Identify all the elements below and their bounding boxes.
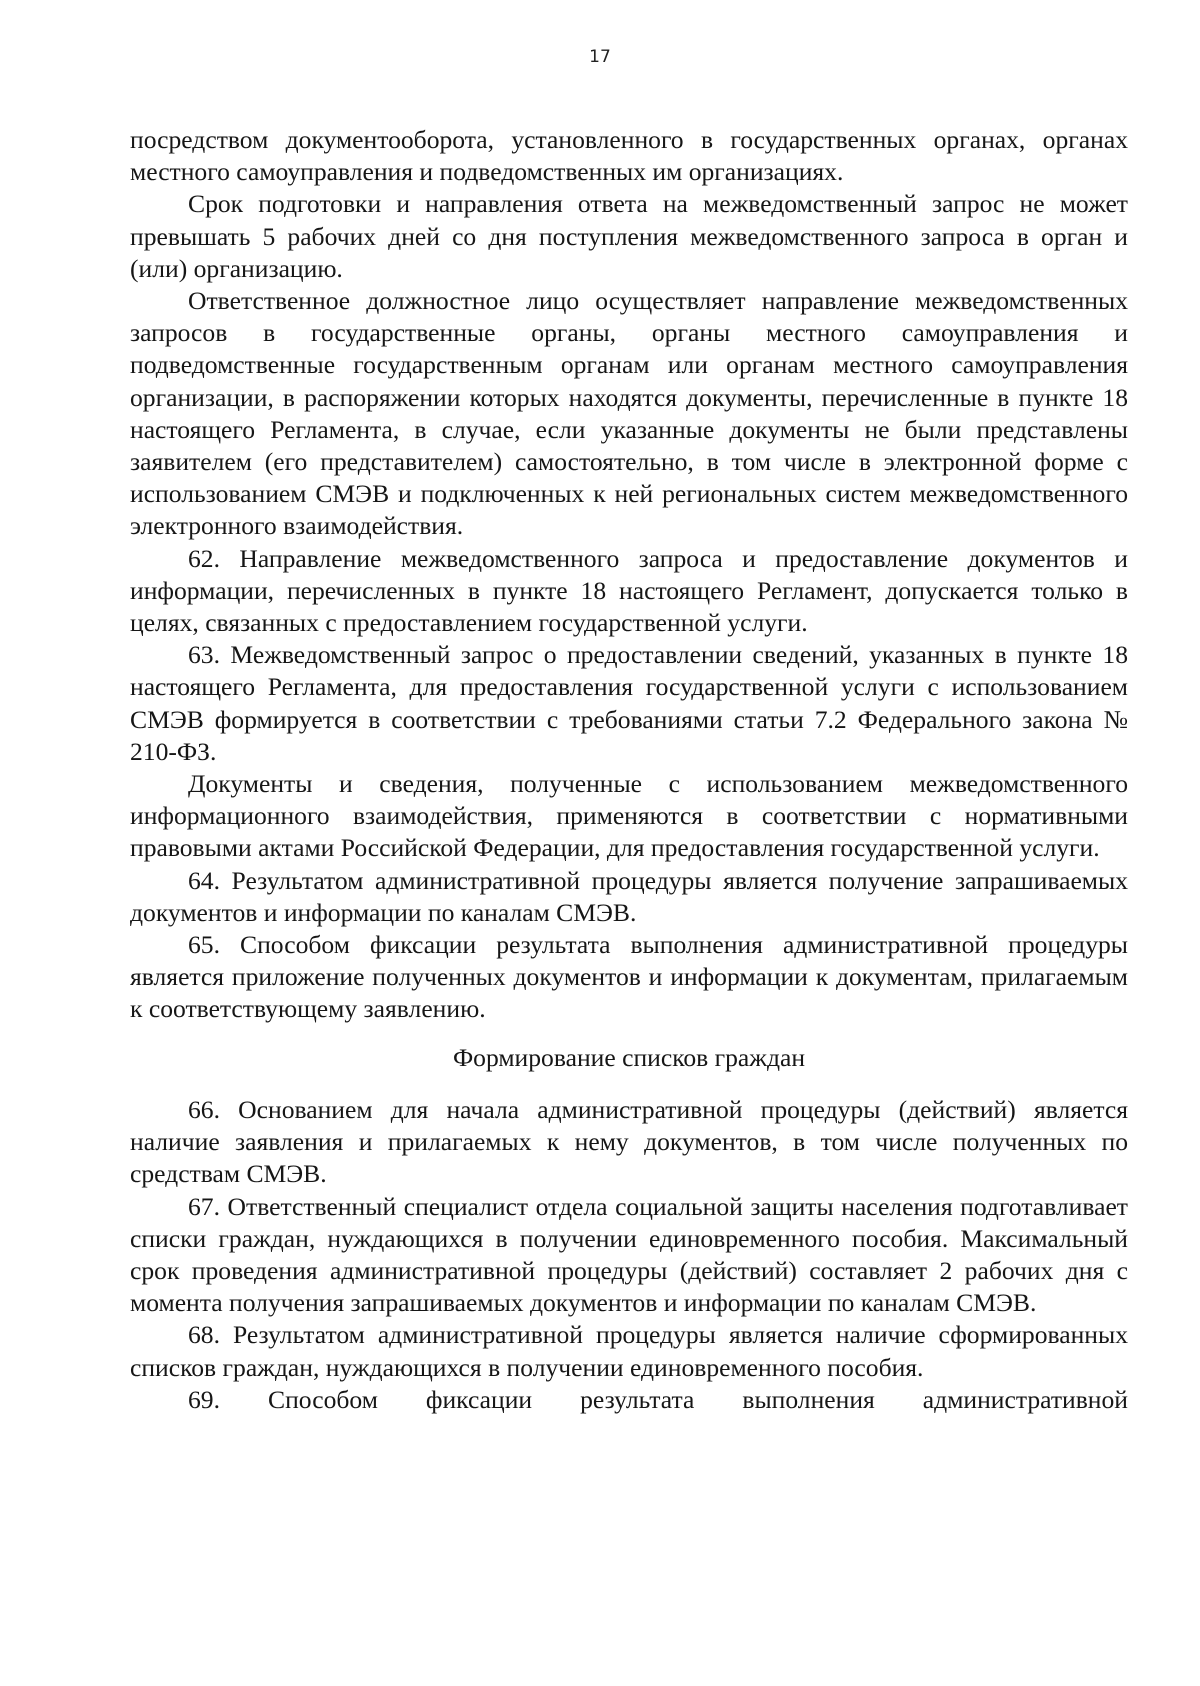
paragraph-continuation: посредством документооборота, установленного в государственных органах, органах местного самоуправления и подведомственных им организациях. xyxy=(130,125,1128,187)
paragraph-68: 68. Результатом административной процедуры является наличие сформированных списков граждан, нуждающихся в получении единовременного пособия. xyxy=(130,1320,1128,1382)
paragraph-62: 62. Направление межведомственного запроса и предоставление документов и информации, перечисленных в пункте 18 настоящего Регламент, допускается только в целях, связанных с предоставлением государственной услуги. xyxy=(130,543,1128,638)
paragraph-65: 65. Способом фиксации результата выполнения административной процедуры является приложение полученных документов и информации к документам, прилагаемым к соответствующему заявлению. xyxy=(130,930,1128,1024)
paragraph-63: 63. Межведомственный запрос о предоставлении сведений, указанных в пункте 18 настоящего Регламента, для предоставления государственной услуги с использованием СМЭВ формируется в соответствии с требованиями статьи 7.2 Федерального закона № 210-ФЗ. xyxy=(130,640,1128,766)
paragraph-67: 67. Ответственный специалист отдела социальной защиты населения подготавливает списки граждан, нуждающихся в получении единовременного пособия. Максимальный срок проведения административной процедуры (действий) составляет 2 рабочих дня с момента получения запрашиваемых документов и информации по каналам СМЭВ. xyxy=(130,1191,1128,1318)
paragraph-response-deadline: Срок подготовки и направления ответа на межведомственный запрос не может превышать 5 рабочих дней со дня поступления межведомственного запроса в орган и (или) организацию. xyxy=(130,189,1128,283)
page-number: 17 xyxy=(589,47,611,67)
paragraph-69: 69. Способом фиксации результата выполнения административной xyxy=(188,1384,1128,1414)
section-heading: Формирование списков граждан xyxy=(452,1042,806,1072)
paragraph-documents-and-information: Документы и сведения, полученные с использованием межведомственного информационного взаимодействия, применяются в соответствии с нормативными правовыми актами Российской Федерации, для предоставления государственной услуги. xyxy=(130,769,1128,863)
paragraph-64: 64. Результатом административной процедуры является получение запрашиваемых документов и информации по каналам СМЭВ. xyxy=(130,865,1128,927)
paragraph-66: 66. Основанием для начала административной процедуры (действий) является наличие заявления и прилагаемых к нему документов, в том числе полученных по средствам СМЭВ. xyxy=(130,1094,1128,1189)
document-body xyxy=(130,124,1128,1416)
paragraph-responsible-official: Ответственное должностное лицо осуществляет направление межведомственных запросов в государственные органы, органы местного самоуправления и подведомственные государственным органам или органам местного самоуправления организации, в распоряжении которых находятся документы, перечисленные в пункте 18 настоящего Регламента, в случае, если указанные документы не были представлены заявителем (его представителем) самостоятельно, в том числе в электронной форме с использованием СМЭВ и подключенных к ней региональных систем межведомственного электронного взаимодействия. xyxy=(130,286,1128,541)
